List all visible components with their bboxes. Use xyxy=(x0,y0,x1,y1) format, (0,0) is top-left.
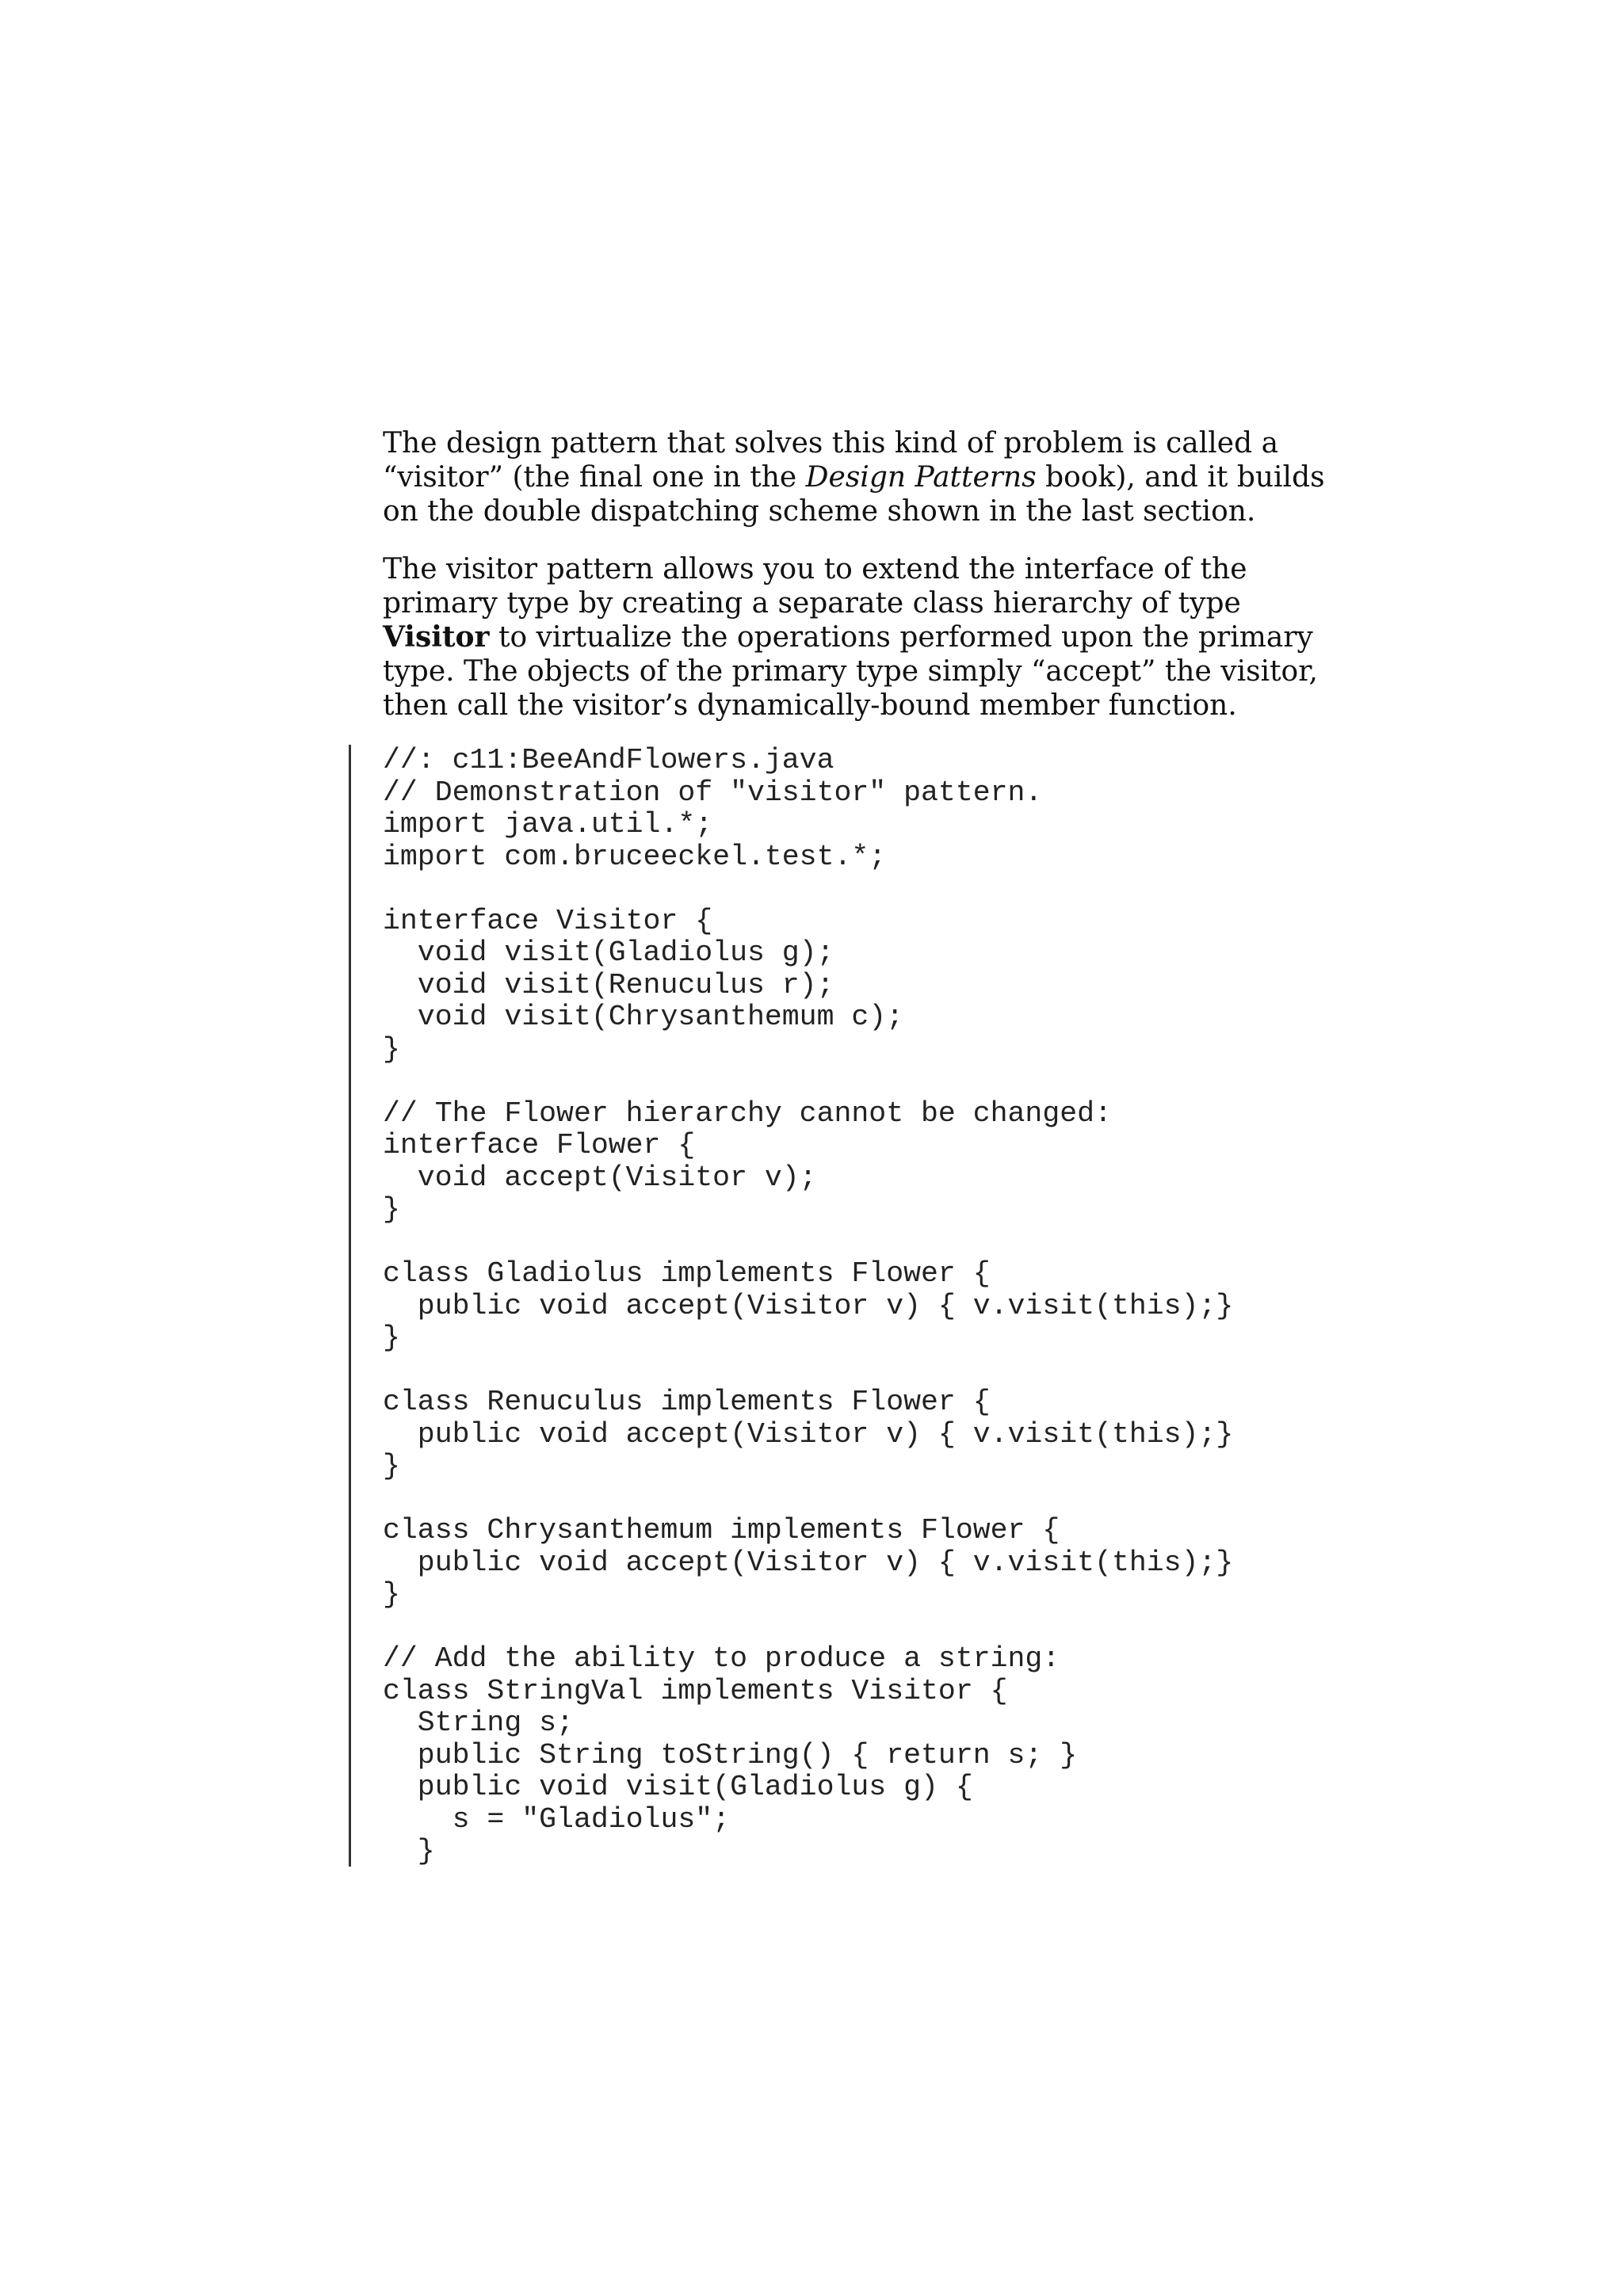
code-line: s = "Gladiolus"; xyxy=(383,1802,731,1836)
code-line xyxy=(383,1066,1233,1098)
paragraph-text: to virtualize the operations performed upon the primary type. The objects of the primary type simply “accept” the visitor, then call the visitor’s dynamically-bound member function. xyxy=(383,621,1318,722)
code-line xyxy=(383,1483,1233,1516)
code-line: } xyxy=(383,1835,435,1867)
paragraph-visitor-description xyxy=(383,552,1342,723)
code-line: class StringVal implements Visitor { xyxy=(383,1674,1008,1707)
code-line: interface Visitor { xyxy=(383,904,713,937)
paragraph-text: The visitor pattern allows you to extend the interface of the primary type by creating a separate class hierarchy of type xyxy=(383,553,1247,620)
code-line: } xyxy=(383,1450,400,1482)
code-line: class Gladiolus implements Flower { xyxy=(383,1257,991,1290)
visitor-keyword-bold: Visitor xyxy=(383,620,490,654)
code-line: public void accept(Visitor v) { v.visit(this);} xyxy=(383,1546,1234,1579)
code-line: //: c11:BeeAndFlowers.java xyxy=(383,744,834,776)
code-line: // Add the ability to produce a string: xyxy=(383,1642,1060,1675)
code-line: } xyxy=(383,1322,400,1354)
code-line: interface Flower { xyxy=(383,1129,696,1161)
code-line: void accept(Visitor v); xyxy=(383,1161,817,1194)
code-line: String s; xyxy=(383,1707,574,1739)
code-line: class Chrysanthemum implements Flower { xyxy=(383,1514,1060,1547)
code-line: } xyxy=(383,1578,400,1611)
paragraph-text: The design pattern that solves this kind of problem is called a “visitor” (the final one in the xyxy=(383,427,1279,494)
code-line: void visit(Gladiolus g); xyxy=(383,936,834,969)
paragraph-visitor-intro xyxy=(383,426,1342,528)
code-line: public void accept(Visitor v) { v.visit(this);} xyxy=(383,1417,1234,1451)
code-line: // Demonstration of "visitor" pattern. xyxy=(383,776,1043,809)
code-line: import java.util.*; xyxy=(383,808,713,841)
code-line: void visit(Chrysanthemum c); xyxy=(383,1001,904,1033)
book-title-emphasis: Design Patterns xyxy=(805,461,1037,494)
code-line: } xyxy=(383,1032,400,1066)
code-line: public String toString() { return s; } xyxy=(383,1738,1078,1772)
code-line: public void accept(Visitor v) { v.visit(this);} xyxy=(383,1289,1234,1322)
code-line: void visit(Renuculus r); xyxy=(383,968,834,1001)
code-line: // The Flower hierarchy cannot be changed: xyxy=(383,1097,1112,1130)
code-line: class Renuculus implements Flower { xyxy=(383,1386,991,1418)
code-line: } xyxy=(383,1193,400,1226)
code-margin-rule xyxy=(349,745,351,1867)
code-line: import com.bruceeckel.test.*; xyxy=(383,840,887,873)
paragraph-text: book), and it builds on the double dispatching scheme shown in the last section. xyxy=(383,461,1325,528)
code-line xyxy=(383,1611,1233,1644)
code-line: public void visit(Gladiolus g) { xyxy=(383,1771,973,1803)
code-listing xyxy=(383,745,1233,1868)
code-line xyxy=(383,1355,1233,1387)
code-line xyxy=(383,1226,1233,1259)
code-line xyxy=(383,873,1233,906)
